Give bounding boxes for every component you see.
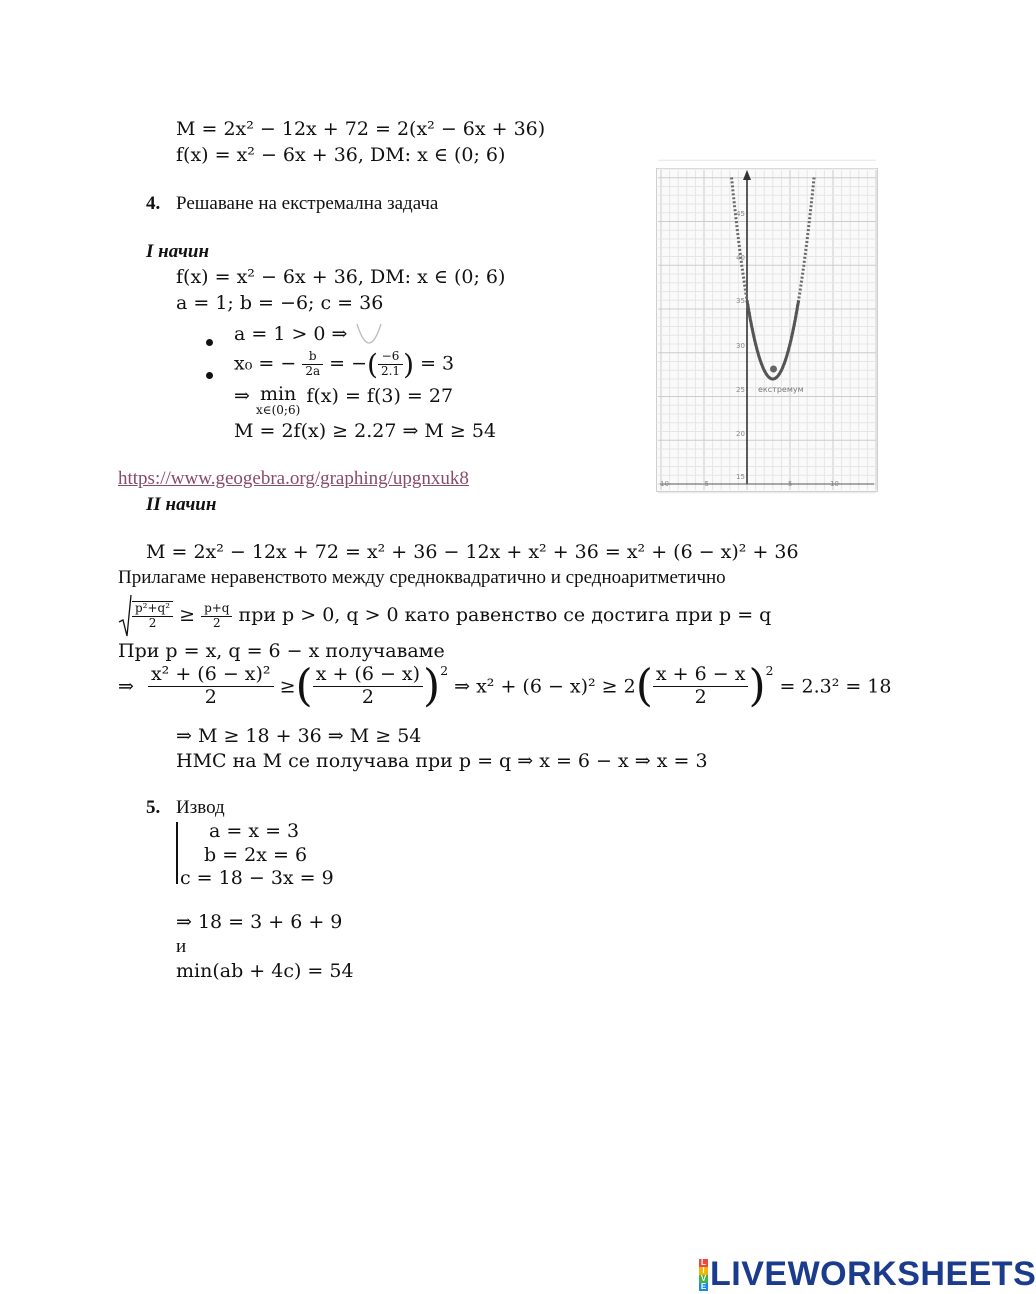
system-bracket	[176, 822, 178, 884]
x-tick-m10: 10	[660, 480, 669, 488]
bullet-2: x₀ = − $\frac{b}{2a}$ = −( $\frac{-6}{2.1}$ ) = 3	[234, 348, 455, 381]
logo-text: LIVEWORKSHEETS	[710, 1255, 1036, 1293]
conclusion-and: и	[176, 936, 187, 957]
method-1-heading: I начин	[146, 241, 210, 262]
section-5-number: 5.	[146, 797, 161, 818]
big-arrow: ⇒	[118, 675, 134, 698]
section-5-title: Извод	[176, 797, 225, 818]
bullet-2-mid: = −	[329, 352, 368, 375]
graph-border	[657, 169, 878, 492]
logo-box-i: I	[699, 1267, 708, 1275]
frac-num: x² + (6 − x)²	[148, 664, 274, 687]
method-1-line-2: a = 1; b = −6; c = 36	[176, 292, 384, 314]
method-2-heading: II начин	[146, 494, 217, 515]
conclusion-line-1: ⇒ 18 = 3 + 6 + 9	[176, 911, 343, 933]
frac-num: x + (6 − x)	[313, 664, 423, 687]
bullet-dot	[206, 331, 213, 350]
system-line-3: c = 18 − 3x = 9	[180, 867, 334, 889]
middle-text: ⇒ x² + (6 − x)² ≥ 2	[454, 675, 636, 698]
geogebra-link[interactable]: https://www.geogebra.org/graphing/upgnxuk8	[118, 468, 469, 489]
logo-box-l: L	[699, 1259, 708, 1267]
logo-box-e: E	[700, 1281, 707, 1291]
frac-den: 2	[212, 615, 221, 630]
logo-boxes	[699, 1259, 708, 1291]
frac-den: 2a	[305, 364, 321, 378]
fraction-simplified	[653, 664, 749, 709]
frac-den: 2.1	[380, 364, 401, 378]
frac-num: p+q	[201, 602, 232, 617]
frac-den: 2	[204, 685, 217, 708]
y-tick-30: 30	[736, 342, 745, 350]
geogebra-graph	[656, 168, 878, 492]
bullet-dot	[206, 364, 213, 383]
frac-den: 2	[694, 685, 707, 708]
method-1-line-1: f(x) = x² − 6x + 36, DM: x ∈ (0; 6)	[176, 266, 506, 288]
bullet-2-lhs: x₀ = −	[234, 352, 297, 375]
sqrt-fraction	[132, 602, 173, 631]
ge-sign: ≥	[179, 604, 196, 626]
qm-am-inequality	[118, 594, 771, 638]
method-2-line-1: M = 2x² − 12x + 72 = x² + 36 − 12x + x² + 36 = x² + (6 − x)² + 36	[146, 541, 799, 563]
frac-den: 2	[361, 685, 374, 708]
substitution-text: При p = x, q = 6 − x получаваме	[118, 640, 445, 662]
y-tick-40: 40	[736, 254, 745, 262]
min-subscript: x∈(0;6)	[255, 403, 301, 417]
bullet-1	[234, 322, 384, 348]
fraction-sum	[313, 664, 423, 709]
y-tick-45: 45	[736, 210, 745, 218]
min-arrow: ⇒	[234, 385, 250, 407]
equation-f: f(x) = x² − 6x + 36, DM: x ∈ (0; 6)	[176, 144, 506, 166]
x-tick-m5: -5	[702, 480, 709, 488]
square-exp: 2	[440, 664, 449, 678]
system-line-2: b = 2x = 6	[204, 844, 308, 866]
frac-num: p²+q²	[132, 602, 173, 617]
big-inequality: ⇒ $\frac{\text{x² + (6 − x)²}}{2}$ ≥( $\frac{x + (6 - x)}{2}$ )$^2$ ⇒ x² + (6 − x)² ≥ 2( $\frac{x + 6 - x}{2}$ )$^2$ = 2.3² = 18	[118, 660, 892, 712]
y-tick-20: 20	[736, 430, 745, 438]
fraction-m6-21	[378, 350, 403, 379]
fraction-b-2a	[302, 350, 323, 379]
equation-M: M = 2x² − 12x + 72 = 2(x² − 6x + 36)	[176, 118, 546, 140]
inequality-result: M = 2f(x) ≥ 2.27 ⇒ M ≥ 54	[234, 420, 497, 442]
min-expression	[234, 385, 453, 416]
bullet-2-rhs: = 3	[420, 352, 455, 375]
frac-num: −6	[378, 350, 403, 365]
section-4-number: 4.	[146, 193, 161, 214]
condition-text: при p > 0, q > 0 като равенство се достига при p = q	[238, 604, 772, 626]
liveworksheets-logo[interactable]	[699, 1255, 1036, 1294]
y-tick-25: 25	[736, 386, 745, 394]
result-line-1: ⇒ M ≥ 18 + 36 ⇒ M ≥ 54	[176, 725, 422, 747]
am-fraction	[201, 602, 232, 631]
system-line-1: a = x = 3	[209, 820, 300, 842]
fraction-sum-squares	[148, 664, 274, 709]
y-tick-35: 35	[736, 297, 745, 305]
sqrt-icon	[118, 594, 132, 638]
result-line-2: НМС на M се получава при p = q ⇒ x = 6 − x ⇒ x = 3	[176, 750, 708, 772]
logo-box-v: V	[700, 1273, 707, 1283]
frac-num: b	[302, 350, 323, 365]
x-tick-5: 5	[788, 480, 793, 488]
ge-sign-2: ≥	[279, 675, 296, 698]
square-exp: 2	[765, 664, 774, 678]
section-4-title: Решаване на екстремална задача	[176, 193, 439, 214]
method-2-text: Прилагаме неравенството между средноквадратично и средноаритметично	[118, 567, 726, 588]
frac-num: x + 6 − x	[653, 664, 749, 687]
conclusion-min: min(ab + 4c) = 54	[176, 960, 354, 982]
extremum-point	[770, 366, 777, 373]
parabola-up-icon	[354, 322, 384, 348]
frac-den: 2	[148, 616, 157, 630]
extremum-label: екстремум	[758, 385, 804, 394]
end-text: = 2.3² = 18	[779, 675, 892, 698]
y-tick-15: 15	[736, 473, 745, 481]
min-word: min	[259, 383, 297, 405]
x-tick-10: 10	[830, 480, 839, 488]
min-rhs: f(x) = f(3) = 27	[306, 385, 454, 407]
bullet-1-text: a = 1 > 0 ⇒	[234, 323, 348, 345]
